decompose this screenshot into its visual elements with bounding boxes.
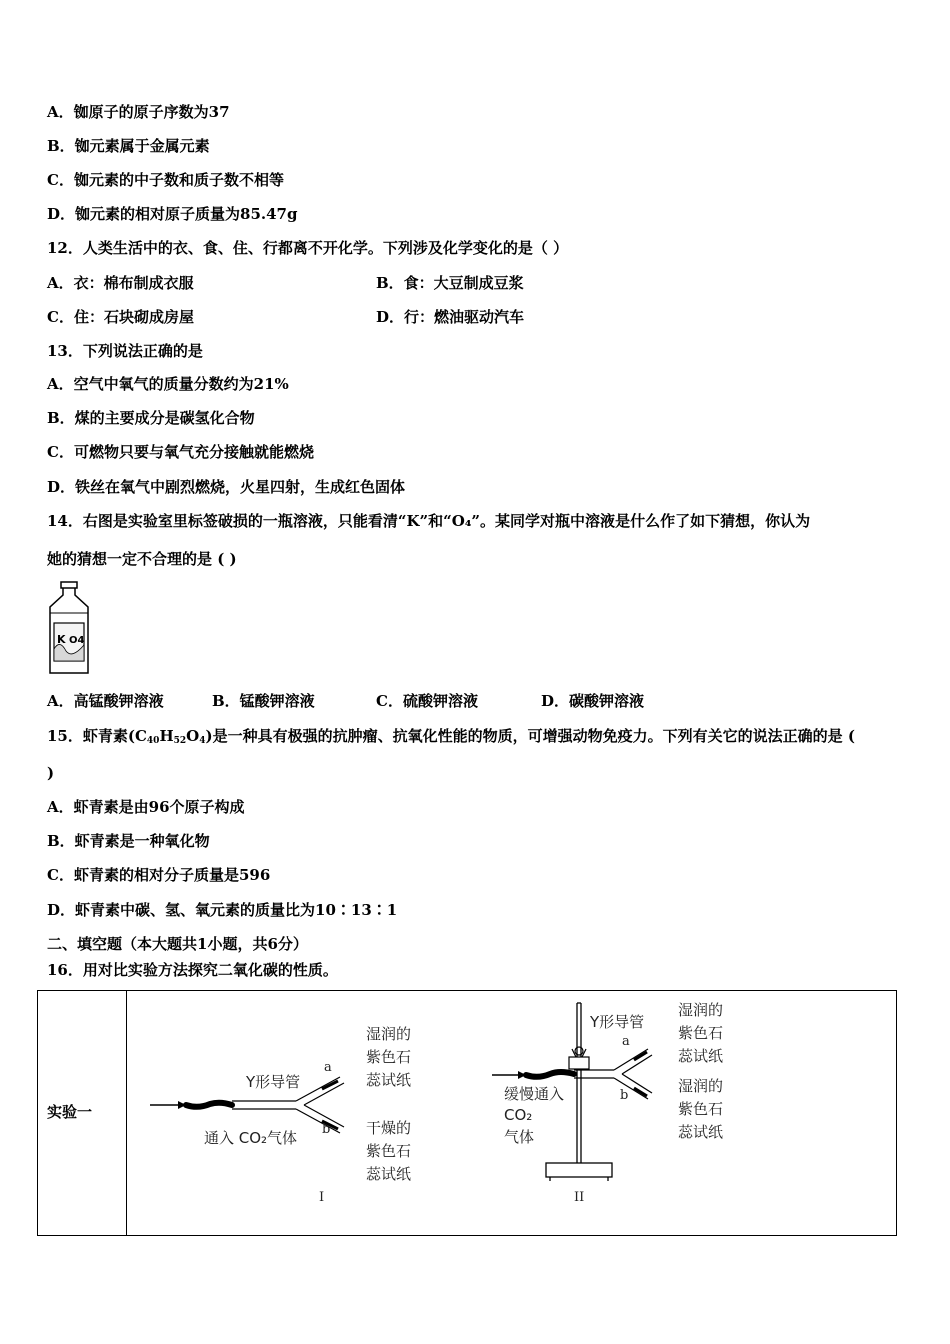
fig2-wet-paper-top-line3: 蕊试纸 bbox=[678, 1047, 724, 1065]
fig2-wet-paper-bottom-line2: 紫色石 bbox=[678, 1100, 724, 1118]
q11-option-b: B．铷元素属于金属元素 bbox=[47, 137, 210, 155]
fig2-gas-label-line2: CO₂ bbox=[504, 1106, 533, 1124]
q13-option-c: C．可燃物只要与氧气充分接触就能燃烧 bbox=[47, 443, 314, 461]
fig2-branch-b: b bbox=[620, 1088, 629, 1103]
q12-option-c: C．住：石块砌成房屋 bbox=[47, 308, 194, 326]
bottle-label-k: K bbox=[57, 633, 66, 646]
fig1-wet-paper-line2: 紫色石 bbox=[366, 1048, 412, 1066]
fig2-tube-label: Y形导管 bbox=[590, 1013, 645, 1031]
q12-option-b: B．食：大豆制成豆浆 bbox=[376, 274, 524, 292]
fig2-wet-paper-bottom-line3: 蕊试纸 bbox=[678, 1123, 724, 1141]
fig2-rubber-tube bbox=[526, 1072, 574, 1077]
q13-stem: 13．下列说法正确的是 bbox=[47, 342, 203, 360]
fig2-branch-a: a bbox=[622, 1034, 630, 1049]
section-title: 二、填空题（本大题共1小题，共6分） bbox=[47, 935, 308, 953]
reagent-bottle-figure bbox=[44, 579, 94, 679]
experiment-diagram bbox=[128, 991, 896, 1235]
q12-stem: 12．人类生活中的衣、食、住、行都离不开化学。下列涉及化学变化的是（ ） bbox=[47, 239, 569, 257]
q11-option-d: D．铷元素的相对原子质量为85.47g bbox=[47, 205, 298, 223]
fig2-gas-label-line3: 气体 bbox=[504, 1128, 535, 1146]
figure-1 bbox=[150, 1025, 411, 1205]
fig2-gas-label-line1: 缓慢通入 bbox=[504, 1085, 565, 1103]
fig2-numeral: II bbox=[574, 1190, 585, 1205]
q14-option-b: B．锰酸钾溶液 bbox=[212, 692, 315, 710]
q15-option-d: D．虾青素中碳、氢、氧元素的质量比为10∶13∶1 bbox=[47, 901, 398, 919]
q14-option-c: C．硫酸钾溶液 bbox=[376, 692, 478, 710]
figure-2 bbox=[492, 1001, 723, 1205]
fig1-branch-b: b bbox=[322, 1122, 331, 1137]
q14-option-a: A．高锰酸钾溶液 bbox=[47, 692, 164, 710]
q15-option-b: B．虾青素是一种氧化物 bbox=[47, 832, 210, 850]
table-divider bbox=[126, 991, 127, 1235]
fig2-clamp bbox=[569, 1057, 589, 1069]
fig1-rubber-tube bbox=[186, 1103, 232, 1107]
fig1-wet-paper-line3: 蕊试纸 bbox=[366, 1071, 412, 1089]
fig1-dry-paper-line1: 干燥的 bbox=[366, 1119, 412, 1137]
q15-option-c: C．虾青素的相对分子质量是596 bbox=[47, 866, 271, 884]
q13-option-a: A．空气中氧气的质量分数约为21% bbox=[47, 375, 289, 393]
q11-option-a: A．铷原子的原子序数为37 bbox=[47, 103, 230, 121]
fig1-tube-label: Y形导管 bbox=[246, 1073, 301, 1091]
q14-option-d: D．碳酸钾溶液 bbox=[541, 692, 645, 710]
q11-option-c: C．铷元素的中子数和质子数不相等 bbox=[47, 171, 284, 189]
experiment-row-label: 实验一 bbox=[47, 1103, 93, 1121]
q16-stem: 16．用对比实验方法探究二氧化碳的性质。 bbox=[47, 961, 338, 979]
fig1-dry-paper-line3: 蕊试纸 bbox=[366, 1165, 412, 1183]
fig2-wet-paper-top-line2: 紫色石 bbox=[678, 1024, 724, 1042]
fig1-numeral: I bbox=[319, 1190, 325, 1205]
bottle-label-o4: O4 bbox=[69, 635, 85, 646]
experiment-table bbox=[37, 990, 897, 1236]
q15-stem-line1: 15．虾青素$(C_{40}H_{52}O_4)$是一种具有极强的抗肿瘤、抗氧化性能的物质，可增强动物免疫力。下列有关它的说法正确的是 ( bbox=[47, 727, 855, 746]
fig2-wet-paper-bottom-line1: 湿润的 bbox=[678, 1077, 724, 1095]
q12-option-a: A．衣：棉布制成衣服 bbox=[47, 274, 194, 292]
fig1-branch-a: a bbox=[324, 1060, 332, 1075]
fig1-dry-paper-line2: 紫色石 bbox=[366, 1142, 412, 1160]
q14-stem-line1: 14．右图是实验室里标签破损的一瓶溶液，只能看清“K”和“O₄”。某同学对瓶中溶液是什么作了如下猜想，你认为 bbox=[47, 512, 811, 530]
fig1-wet-paper-line1: 湿润的 bbox=[366, 1025, 412, 1043]
q14-stem-line2: 她的猜想一定不合理的是 ( ) bbox=[47, 550, 237, 568]
fig1-gas-label: 通入 CO₂气体 bbox=[204, 1129, 298, 1147]
q13-option-b: B．煤的主要成分是碳氢化合物 bbox=[47, 409, 255, 427]
q13-option-d: D．铁丝在氧气中剧烈燃烧，火星四射，生成红色固体 bbox=[47, 478, 406, 496]
q12-option-d: D．行：燃油驱动汽车 bbox=[376, 308, 525, 326]
q15-option-a: A．虾青素是由96个原子构成 bbox=[47, 798, 245, 816]
fig2-wet-paper-top-line1: 湿润的 bbox=[678, 1001, 724, 1019]
fig2-stand-base bbox=[546, 1163, 612, 1177]
q15-stem-line2: ) bbox=[47, 764, 55, 782]
